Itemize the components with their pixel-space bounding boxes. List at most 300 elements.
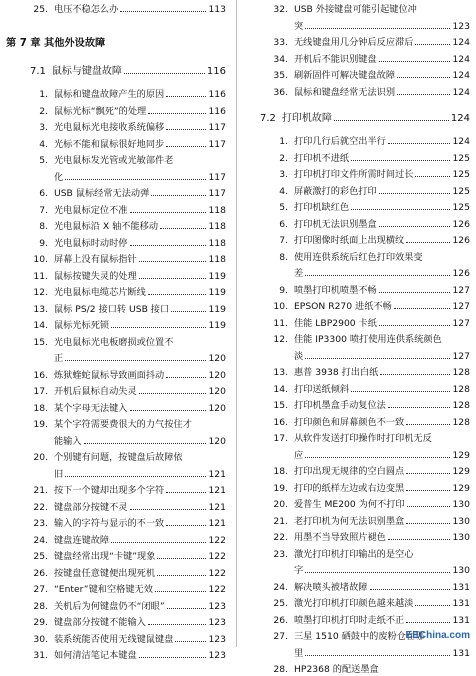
dot-leader xyxy=(139,261,207,262)
toc-entry xyxy=(266,598,470,610)
section-number: 7.1 xyxy=(30,66,46,77)
entry-page: 128 xyxy=(452,416,470,428)
entry-page: 131 xyxy=(452,614,470,626)
toc-entry xyxy=(266,4,470,16)
entry-continuation xyxy=(54,172,226,184)
entry-number: 1. xyxy=(39,89,48,100)
entry-number: 5. xyxy=(279,202,288,213)
toc-entry xyxy=(26,238,226,250)
entry-page: 128 xyxy=(452,400,470,411)
dot-leader xyxy=(65,476,206,477)
entry-page: 117 xyxy=(208,188,226,199)
dot-leader xyxy=(415,44,450,45)
entry-title: 光电鼠标定位不准 xyxy=(54,204,128,216)
entry-page: 129 xyxy=(452,466,470,477)
entry-number: 23. xyxy=(33,518,48,529)
toc-entry xyxy=(266,285,470,297)
entry-title: 解决喷头被堵故障 xyxy=(294,581,368,593)
entry-number: 23. xyxy=(273,548,288,560)
entry-number: 22. xyxy=(33,501,48,513)
toc-entry xyxy=(266,582,470,594)
entry-number: 4. xyxy=(279,185,288,197)
entry-title: 惠普 3938 打出白纸 xyxy=(294,367,379,378)
entry-page: 117 xyxy=(208,171,226,183)
dot-leader xyxy=(155,591,207,592)
dot-leader xyxy=(130,245,207,246)
dot-leader xyxy=(380,374,450,375)
entry-page: 125 xyxy=(452,152,470,164)
entry-page: 122 xyxy=(208,534,226,546)
toc-entry xyxy=(266,202,470,214)
entry-title: 炼狱蝰蛇鼠标导致画面抖动 xyxy=(54,369,165,381)
dot-leader xyxy=(124,73,205,74)
entry-title: 鼠标光标“飘死”的处理 xyxy=(54,105,147,117)
dot-leader xyxy=(406,490,450,491)
toc-entry xyxy=(26,106,226,118)
dot-leader xyxy=(305,275,450,276)
entry-title: 个别键有问题，按键盘后故障依 xyxy=(54,452,183,463)
entry-page: 124 xyxy=(452,53,470,65)
toc-entry xyxy=(26,287,226,299)
toc-entry xyxy=(266,87,470,99)
entry-page: 120 xyxy=(208,435,226,447)
dot-leader xyxy=(397,94,450,95)
toc-entry xyxy=(26,650,226,662)
entry-continuation xyxy=(54,353,226,365)
toc-entry xyxy=(26,221,226,233)
entry-page: 123 xyxy=(208,617,226,628)
dot-leader xyxy=(305,457,450,458)
entry-page: 116 xyxy=(208,89,226,100)
entry-title: 光电鼠标光电接收系统偏移 xyxy=(54,122,165,133)
entry-title-continuation: 淡 xyxy=(294,350,304,362)
entry-title: 打印的纸样左边或右边变黑 xyxy=(294,482,405,494)
entry-continuation xyxy=(294,268,470,280)
entry-title: 激光打印机打印颜色越来越淡 xyxy=(294,598,414,609)
entry-page: 131 xyxy=(452,647,470,659)
toc-entry xyxy=(266,252,470,264)
entry-title: USB 鼠标经常无法动弹 xyxy=(54,188,150,199)
entry-number: 16. xyxy=(33,369,48,381)
entry-title: 打印机缺红色 xyxy=(294,202,350,213)
dot-leader xyxy=(166,146,206,147)
entry-number: 12. xyxy=(33,287,48,298)
entry-number: 13. xyxy=(273,367,288,378)
entry-number: 27. xyxy=(273,631,288,642)
entry-continuation xyxy=(294,450,470,462)
entry-page: 128 xyxy=(452,367,470,378)
section-heading xyxy=(30,66,226,78)
entry-page: 120 xyxy=(208,353,226,364)
toc-entry xyxy=(26,601,226,613)
entry-page: 126 xyxy=(452,235,470,246)
toc-entry xyxy=(266,186,470,198)
entry-title: 屏幕上没有鼠标指针 xyxy=(54,254,137,265)
entry-title: 三星 1510 硒鼓中的废粉仓在哪 xyxy=(294,631,425,642)
dot-leader xyxy=(157,575,206,576)
dot-leader xyxy=(166,492,206,493)
entry-number: 20. xyxy=(33,452,48,463)
entry-number: 29. xyxy=(33,617,48,628)
entry-title: 打印机无法识别墨盒 xyxy=(294,218,377,230)
dot-leader xyxy=(305,655,450,656)
entry-number: 11. xyxy=(33,270,48,282)
entry-number: 21. xyxy=(273,515,288,527)
dot-leader xyxy=(394,308,451,309)
toc-entry xyxy=(266,483,470,495)
entry-title-continuation: 字 xyxy=(294,565,304,576)
toc-entry xyxy=(26,386,226,398)
entry-title: 关机后为何键盘仍不“闭眼” xyxy=(54,600,165,612)
dot-leader xyxy=(148,294,207,295)
dot-leader xyxy=(167,608,207,609)
dot-leader xyxy=(388,539,451,540)
toc-entry xyxy=(266,37,470,49)
toc-entry xyxy=(266,54,470,66)
toc-entry xyxy=(26,89,226,101)
entry-page: 129 xyxy=(452,482,470,494)
dot-leader xyxy=(139,657,207,658)
entry-title: 光标不能和鼠标很好地同步 xyxy=(54,138,165,150)
chapter-title: 其他外设故障 xyxy=(44,38,106,49)
toc-entry xyxy=(26,452,226,464)
entry-page: 113 xyxy=(208,4,226,15)
entry-title: 使用连供系统后红色打印效果变 xyxy=(294,251,423,263)
entry-title: 打印图像时纸面上出现横纹 xyxy=(294,235,405,246)
entry-title: 老打印机为何无法识别墨盒 xyxy=(294,515,405,527)
entry-number: 18. xyxy=(33,402,48,414)
entry-continuation xyxy=(294,565,470,577)
entry-title: 佳能 IP3300 喷打使用连供系统颜色 xyxy=(294,334,442,345)
entry-title: 某个字符需要费很大的力气按住才 xyxy=(54,419,192,430)
entry-title: 激光打印机打印输出的是空心 xyxy=(294,548,414,560)
entry-page: 131 xyxy=(452,581,470,593)
entry-page: 121 xyxy=(208,518,226,529)
entry-page: 129 xyxy=(452,449,470,461)
dot-leader xyxy=(139,393,207,394)
entry-page: 123 xyxy=(208,600,226,612)
toc-entry xyxy=(266,318,470,330)
entry-number: 10. xyxy=(273,301,288,312)
entry-number: 25. xyxy=(273,598,288,609)
section-page: 124 xyxy=(450,113,470,124)
dot-leader xyxy=(370,589,451,590)
toc-entry xyxy=(266,499,470,511)
toc-entry xyxy=(266,664,470,676)
entry-number: 17. xyxy=(33,386,48,397)
toc-entry xyxy=(266,384,470,396)
dot-leader xyxy=(407,506,451,507)
toc-entry xyxy=(26,568,226,580)
entry-number: 31. xyxy=(33,650,48,661)
entry-page: 131 xyxy=(452,598,470,609)
entry-number: 9. xyxy=(279,284,288,296)
dot-leader xyxy=(130,509,207,510)
entry-page: 130 xyxy=(452,532,470,543)
dot-leader xyxy=(415,605,450,606)
dot-leader xyxy=(415,176,450,177)
entry-page: 120 xyxy=(208,369,226,381)
watermark: EEChina.com xyxy=(405,630,470,641)
entry-title-continuation: 差 xyxy=(294,268,304,279)
entry-number: 24. xyxy=(273,581,288,593)
toc-entry xyxy=(266,169,470,181)
entry-title: 光电鼠标电缆芯片断线 xyxy=(54,287,146,298)
entry-number: 3. xyxy=(279,169,288,180)
entry-title-continuation: 化 xyxy=(54,171,64,183)
entry-page: 120 xyxy=(208,402,226,414)
section-title: 打印机故障 xyxy=(281,113,332,124)
entry-title: 按下一个键却出现多个字符 xyxy=(54,485,165,496)
entry-page: 117 xyxy=(208,138,226,150)
entry-number: 22. xyxy=(273,532,288,543)
entry-page: 122 xyxy=(208,567,226,579)
dot-leader xyxy=(139,278,207,279)
section-number: 7.2 xyxy=(260,113,276,124)
dot-leader xyxy=(120,11,206,12)
entry-page: 121 xyxy=(208,485,226,496)
entry-number: 28. xyxy=(273,664,288,675)
entry-title: 打印几行后就空出半行 xyxy=(294,136,386,147)
entry-number: 18. xyxy=(273,466,288,477)
entry-page: 119 xyxy=(208,303,226,315)
entry-number: 11. xyxy=(273,317,288,329)
toc-entry xyxy=(26,634,226,646)
entry-number: 2. xyxy=(39,105,48,117)
toc-entry xyxy=(26,4,226,16)
dot-leader xyxy=(379,193,451,194)
toc-entry xyxy=(266,433,470,445)
entry-number: 2. xyxy=(279,152,288,164)
entry-title: 光电鼠标沿 X 轴不能移动 xyxy=(54,221,159,232)
entry-page: 127 xyxy=(452,350,470,362)
entry-page: 127 xyxy=(452,301,470,312)
entry-number: 32. xyxy=(273,4,288,15)
entry-page: 121 xyxy=(208,468,226,480)
entry-number: 10. xyxy=(33,254,48,265)
toc-entry xyxy=(26,485,226,497)
entry-page: 124 xyxy=(452,136,470,147)
toc-entry xyxy=(26,188,226,200)
entry-title: 打印机不进纸 xyxy=(294,152,350,164)
entry-title: 开机后不能识别键盘 xyxy=(294,53,377,65)
dot-leader xyxy=(84,443,207,444)
chapter-heading xyxy=(6,38,105,50)
entry-number: 8. xyxy=(279,251,288,263)
dot-leader xyxy=(166,96,206,97)
entry-title: 键盘部分按键不灵 xyxy=(54,501,128,513)
entry-continuation xyxy=(294,351,470,363)
entry-title: 键盘经常出现“卡键”现象 xyxy=(54,551,156,562)
dot-leader xyxy=(148,113,206,114)
dot-leader xyxy=(379,226,451,227)
toc-entry xyxy=(26,155,226,167)
entry-number: 6. xyxy=(39,188,48,199)
entry-title: USB 外接键盘可能引起键位冲 xyxy=(294,4,417,15)
dot-leader xyxy=(171,311,206,312)
entry-page: 117 xyxy=(208,122,226,133)
section-title: 鼠标与键盘故障 xyxy=(51,66,122,77)
entry-number: 25. xyxy=(33,551,48,562)
entry-title: 光电鼠标发光管或光敏部件老 xyxy=(54,155,174,166)
entry-number: 24. xyxy=(33,534,48,546)
entry-number: 7. xyxy=(279,235,288,246)
dot-leader xyxy=(351,391,450,392)
entry-page: 124 xyxy=(452,37,470,48)
toc-entry xyxy=(26,205,226,217)
entry-continuation xyxy=(54,436,226,448)
entry-page: 127 xyxy=(452,317,470,329)
toc-entry xyxy=(26,419,226,431)
entry-title-continuation: 正 xyxy=(54,353,64,364)
dot-leader xyxy=(305,28,450,29)
entry-title: 开机后鼠标自动失灵 xyxy=(54,386,137,397)
entry-page: 123 xyxy=(452,20,470,32)
entry-number: 26. xyxy=(273,614,288,626)
entry-number: 30. xyxy=(33,633,48,645)
entry-number: 28. xyxy=(33,600,48,612)
toc-entry xyxy=(266,400,470,412)
dot-leader xyxy=(166,377,206,378)
entry-page: 116 xyxy=(208,105,226,117)
dot-leader xyxy=(111,542,206,543)
dot-leader xyxy=(148,624,207,625)
entry-title: 键盘连键故障 xyxy=(54,534,110,546)
toc-entry xyxy=(266,235,470,247)
entry-title: HP2368 的配送墨盒 xyxy=(294,664,379,675)
entry-page: 130 xyxy=(452,565,470,576)
toc-entry xyxy=(26,320,226,332)
entry-title-continuation: 能输入 xyxy=(54,435,82,447)
entry-number: 33. xyxy=(273,37,288,48)
entry-title-continuation: 应 xyxy=(294,449,304,461)
dot-leader xyxy=(65,179,206,180)
entry-title: 电压不稳怎么办 xyxy=(54,4,119,15)
entry-continuation xyxy=(294,21,470,33)
entry-page: 128 xyxy=(452,383,470,395)
entry-title: 喷墨打印机喷墨不畅 xyxy=(294,284,377,296)
entry-page: 123 xyxy=(208,633,226,645)
entry-number: 16. xyxy=(273,416,288,428)
entry-page: 125 xyxy=(452,185,470,197)
entry-title: 鼠标 PS/2 接口转 USB 接口 xyxy=(54,303,170,315)
dot-leader xyxy=(111,327,206,328)
toc-entry xyxy=(266,136,470,148)
toc-entry xyxy=(266,367,470,379)
dot-leader xyxy=(406,523,450,524)
entry-title: 屏蔽激打的彩色打印 xyxy=(294,185,377,197)
entry-number: 1. xyxy=(279,136,288,147)
entry-page: 123 xyxy=(208,650,226,661)
entry-title: 打印出现无规律的空白圆点 xyxy=(294,466,405,477)
entry-number: 12. xyxy=(273,334,288,345)
dot-leader xyxy=(166,129,206,130)
chapter-number: 第 7 章 xyxy=(6,38,41,49)
section-page: 116 xyxy=(206,66,226,77)
entry-number: 14. xyxy=(273,383,288,395)
dot-leader xyxy=(406,622,450,623)
entry-title: “Enter”键和空格键无效 xyxy=(54,584,153,595)
toc-entry xyxy=(26,271,226,283)
dot-leader xyxy=(351,160,450,161)
toc-entry xyxy=(26,304,226,316)
toc-entry xyxy=(26,551,226,563)
entry-page: 125 xyxy=(452,169,470,180)
entry-number: 27. xyxy=(33,584,48,595)
dot-leader xyxy=(379,325,451,326)
toc-entry xyxy=(266,417,470,429)
toc-entry xyxy=(26,403,226,415)
entry-title: 键盘部分按键不能输入 xyxy=(54,617,146,628)
dot-leader xyxy=(388,407,451,408)
entry-title-continuation: 旧 xyxy=(54,468,64,480)
toc-entry xyxy=(266,615,470,627)
dot-leader xyxy=(160,228,206,229)
dot-leader xyxy=(130,212,207,213)
entry-number: 26. xyxy=(33,567,48,579)
entry-title: 用墨不当导致照片褪色 xyxy=(294,532,386,543)
entry-title: 输入的字符与显示的不一致 xyxy=(54,518,165,529)
toc-entry xyxy=(26,337,226,349)
dot-leader xyxy=(175,641,206,642)
toc-entry xyxy=(26,518,226,530)
entry-number: 5. xyxy=(39,155,48,166)
entry-number: 4. xyxy=(39,138,48,150)
entry-number: 15. xyxy=(33,336,48,348)
entry-number: 8. xyxy=(39,221,48,232)
entry-title: 打印颜色和屏幕颜色不一致 xyxy=(294,416,405,428)
dot-leader xyxy=(305,358,450,359)
toc-entry xyxy=(266,516,470,528)
dot-leader xyxy=(157,558,206,559)
entry-title: 喷墨打印机打印时走纸不正 xyxy=(294,614,405,626)
entry-page: 118 xyxy=(208,237,226,249)
entry-title-continuation: 突 xyxy=(294,20,304,32)
entry-number: 14. xyxy=(33,320,48,331)
toc-entry xyxy=(26,370,226,382)
toc-entry xyxy=(26,617,226,629)
entry-title: 从软件发送打印操作时打印机无反 xyxy=(294,433,432,444)
toc-entry xyxy=(26,139,226,151)
entry-page: 121 xyxy=(208,501,226,513)
entry-number: 19. xyxy=(273,482,288,494)
dot-leader xyxy=(379,61,451,62)
entry-title: 打印送纸倾斜 xyxy=(294,383,350,395)
entry-number: 35. xyxy=(273,70,288,81)
entry-page: 124 xyxy=(452,86,470,98)
entry-page: 120 xyxy=(208,386,226,397)
entry-title: 鼠标和键盘故障产生的原因 xyxy=(54,89,165,100)
toc-entry xyxy=(266,301,470,313)
dot-leader xyxy=(379,292,451,293)
entry-title: 按键盘任意键便出现死机 xyxy=(54,567,156,579)
entry-title: 鼠标按键失灵的处理 xyxy=(54,270,137,282)
entry-title: 爱普生 ME200 为何不打印 xyxy=(294,499,405,510)
entry-number: 25. xyxy=(33,4,48,15)
entry-page: 119 xyxy=(208,320,226,331)
entry-title: 鼠标光标死锁 xyxy=(54,320,110,331)
toc-entry xyxy=(266,466,470,478)
toc-entry xyxy=(266,532,470,544)
entry-title: 光电鼠标光电板磨损或位置不 xyxy=(54,336,174,348)
dot-leader xyxy=(406,473,450,474)
entry-page: 130 xyxy=(452,499,470,510)
entry-page: 119 xyxy=(208,287,226,298)
entry-title: 光电鼠标时动时停 xyxy=(54,237,128,249)
entry-title: 某个字母无法键入 xyxy=(54,402,128,414)
entry-number: 19. xyxy=(33,419,48,430)
toc-entry xyxy=(266,219,470,231)
